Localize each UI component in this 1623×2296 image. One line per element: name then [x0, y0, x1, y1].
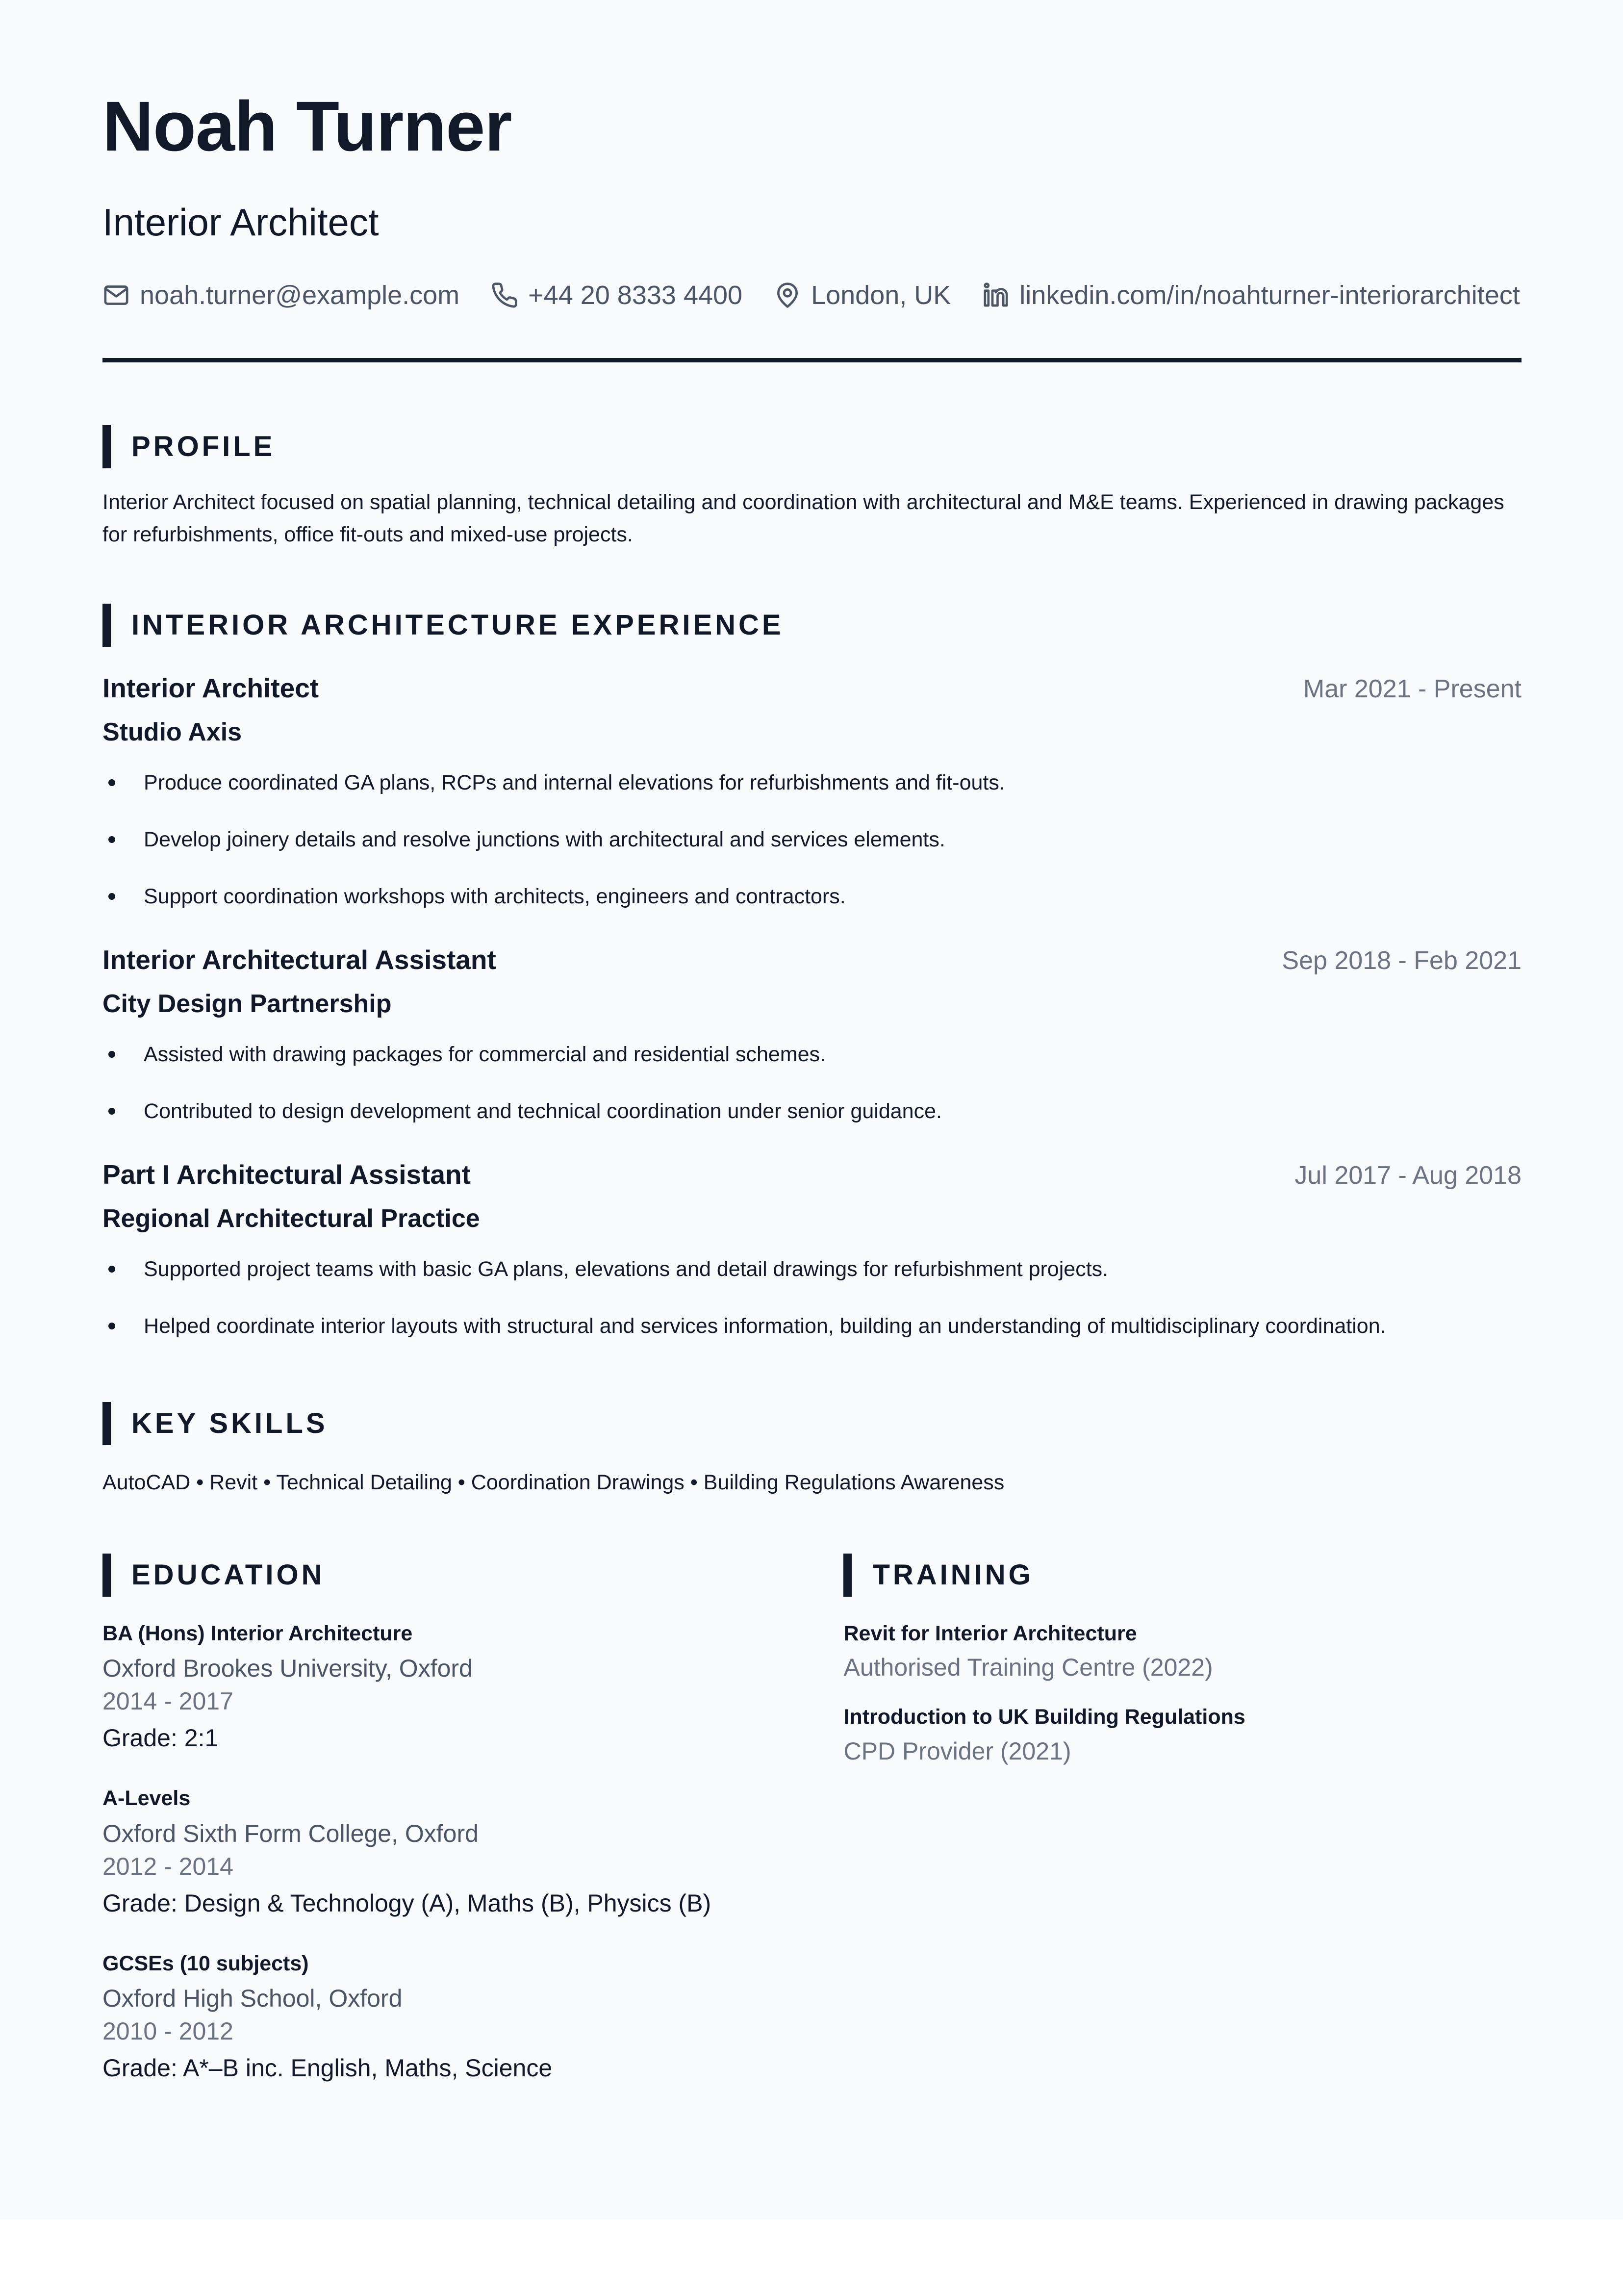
training-title: Introduction to UK Building Regulations [843, 1705, 1245, 1729]
linkedin-text: linkedin.com/in/noahturner-interiorarchitect [1019, 281, 1520, 310]
training-entry [843, 1706, 1521, 1764]
section-accent-bar [102, 1554, 111, 1597]
job-entry [102, 944, 1521, 1123]
job-bullet: Produce coordinated GA plans, RCPs and internal elevations for refurbishments and fit-outs. [102, 770, 1521, 795]
job-company: Regional Architectural Practice [102, 1204, 480, 1233]
education-section [102, 1554, 843, 2082]
training-entry [843, 1622, 1521, 1681]
school-name: Oxford Brookes University, Oxford [102, 1655, 473, 1683]
map-pin-icon [774, 281, 801, 309]
job-bullets [102, 1257, 1521, 1338]
section-heading [102, 1554, 843, 1597]
skills-section [102, 1402, 1521, 1495]
job-bullet: Assisted with drawing packages for commercial and residential schemes. [102, 1042, 1521, 1067]
education-entry [102, 1787, 843, 1916]
job-entry [102, 672, 1521, 909]
training-provider: CPD Provider (2021) [843, 1737, 1071, 1765]
contact-email[interactable] [102, 281, 459, 309]
section-heading [843, 1554, 1521, 1597]
candidate-name: Noah Turner [102, 87, 512, 166]
education-years: 2010 - 2012 [102, 2017, 233, 2045]
education-training-columns [102, 1554, 1521, 2082]
contact-bar [102, 281, 1521, 309]
contact-location [774, 281, 951, 309]
section-accent-bar [102, 604, 111, 647]
bullet-dot-icon [108, 1323, 115, 1329]
job-bullet: Support coordination workshops with architects, engineers and contractors. [102, 884, 1521, 909]
phone-icon [491, 281, 518, 309]
job-bullet: Develop joinery details and resolve junctions with architectural and services elements. [102, 827, 1521, 852]
candidate-title: Interior Architect [102, 201, 379, 244]
bullet-dot-icon [108, 779, 115, 786]
job-title: Interior Architect [102, 673, 319, 703]
job-dates: Sep 2018 - Feb 2021 [1282, 946, 1522, 975]
experience-heading: INTERIOR ARCHITECTURE EXPERIENCE [131, 609, 784, 641]
job-bullet: Supported project teams with basic GA plans, elevations and detail drawings for refurbishment projects. [102, 1257, 1521, 1281]
email-text: noah.turner@example.com [140, 281, 460, 310]
job-entry [102, 1159, 1521, 1338]
skills-heading: KEY SKILLS [131, 1407, 328, 1439]
job-bullets [102, 1042, 1521, 1123]
profile-heading: PROFILE [131, 431, 276, 462]
education-years: 2012 - 2014 [102, 1852, 233, 1880]
degree-title: BA (Hons) Interior Architecture [102, 1622, 413, 1645]
contact-phone[interactable] [491, 281, 742, 309]
education-years: 2014 - 2017 [102, 1687, 233, 1715]
job-bullet: Helped coordinate interior layouts with structural and services information, building an understanding of multidisciplinary coordination. [102, 1314, 1521, 1338]
section-accent-bar [843, 1554, 852, 1597]
section-accent-bar [102, 425, 111, 468]
job-title: Interior Architectural Assistant [102, 944, 496, 975]
bullet-dot-icon [108, 1266, 115, 1273]
degree-title: GCSEs (10 subjects) [102, 1951, 309, 1975]
job-company: Studio Axis [102, 718, 242, 746]
degree-title: A-Levels [102, 1786, 191, 1811]
bullet-dot-icon [108, 1051, 115, 1058]
skills-list: AutoCAD • Revit • Technical Detailing • Coordination Drawings • Building Regulations Awareness [102, 1471, 1005, 1494]
school-name: Oxford High School, Oxford [102, 1984, 403, 2012]
education-grade: Grade: A*–B inc. English, Maths, Science [102, 2054, 553, 2082]
experience-section [102, 604, 1521, 1338]
profile-section [102, 425, 1521, 551]
linkedin-icon [982, 281, 1010, 309]
header-divider [102, 358, 1522, 362]
training-section [843, 1554, 1521, 2082]
training-provider: Authorised Training Centre (2022) [843, 1654, 1213, 1682]
job-dates: Mar 2021 - Present [1303, 675, 1522, 703]
education-grade: Grade: 2:1 [102, 1724, 219, 1752]
section-accent-bar [102, 1402, 111, 1445]
bullet-dot-icon [108, 1108, 115, 1115]
education-entry [102, 1622, 843, 1752]
school-name: Oxford Sixth Form College, Oxford [102, 1819, 479, 1847]
section-heading [102, 425, 1521, 468]
contact-linkedin[interactable] [982, 281, 1520, 309]
section-heading [102, 604, 1521, 647]
bullet-dot-icon [108, 893, 115, 900]
mail-icon [102, 281, 130, 309]
education-entry [102, 1952, 843, 2082]
training-heading: TRAINING [872, 1559, 1034, 1591]
education-heading: EDUCATION [131, 1559, 325, 1591]
job-bullet: Contributed to design development and technical coordination under senior guidance. [102, 1099, 1521, 1123]
job-company: City Design Partnership [102, 990, 392, 1018]
resume-header [102, 87, 1521, 362]
section-heading [102, 1402, 1521, 1445]
job-title: Part I Architectural Assistant [102, 1159, 471, 1190]
job-dates: Jul 2017 - Aug 2018 [1294, 1161, 1522, 1190]
education-grade: Grade: Design & Technology (A), Maths (B), Physics (B) [102, 1889, 711, 1917]
bullet-dot-icon [108, 836, 115, 843]
profile-summary: Interior Architect focused on spatial planning, technical detailing and coordination with architectural and M&E teams. Experienced in drawing packages for refurbishments, office fit-outs and mixed-use projects. [102, 490, 1504, 546]
training-title: Revit for Interior Architecture [843, 1622, 1137, 1645]
location-text: London, UK [811, 281, 951, 310]
phone-text: +44 20 8333 4400 [528, 281, 743, 310]
job-bullets [102, 770, 1521, 909]
